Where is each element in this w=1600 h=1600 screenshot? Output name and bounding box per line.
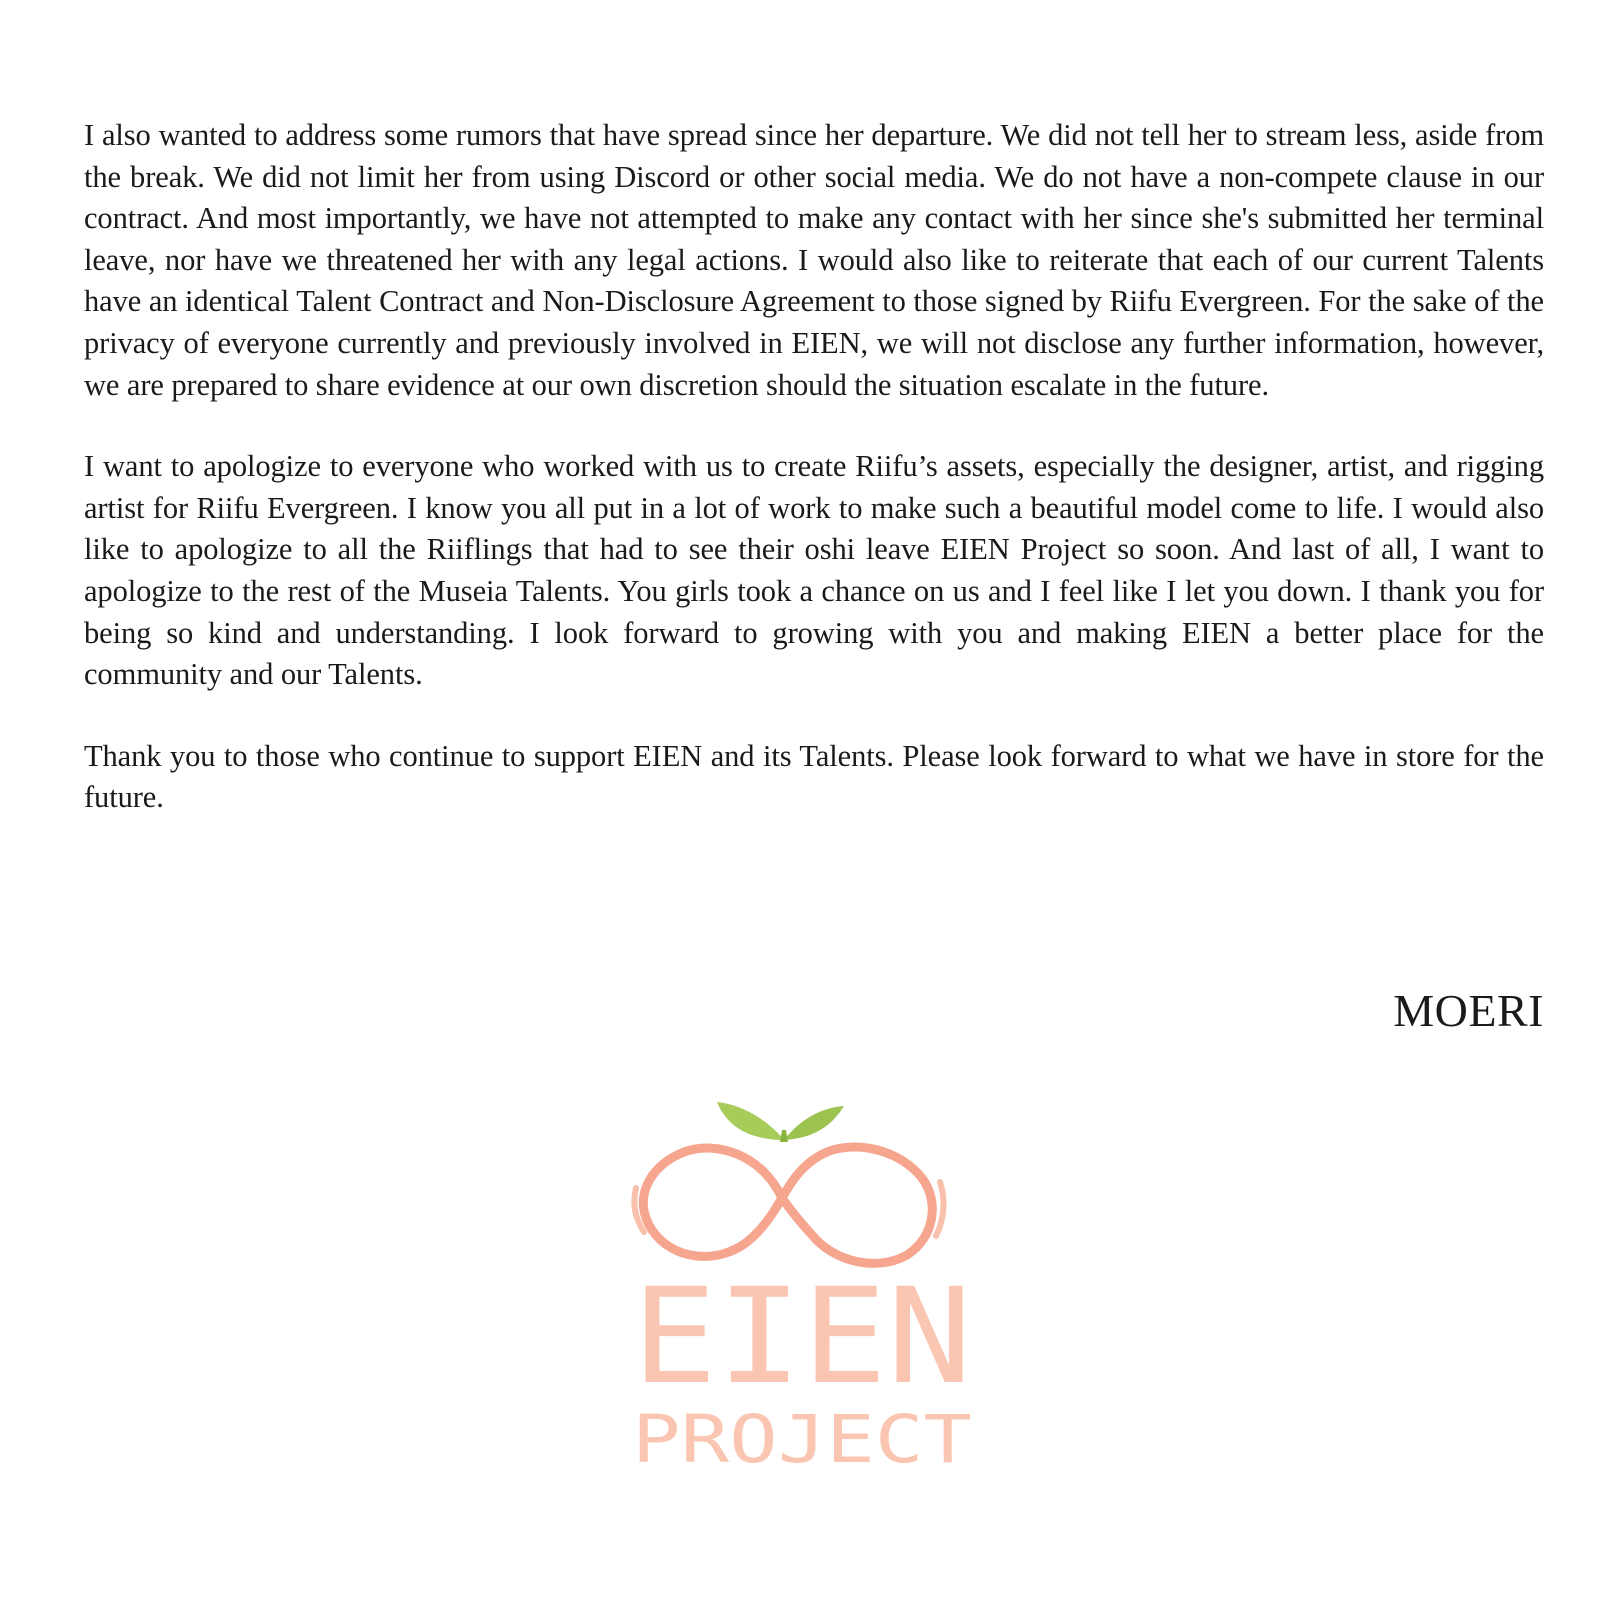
infinity-icon <box>634 1147 943 1263</box>
left-leaf-icon <box>717 1102 784 1140</box>
eien-project-logo-graphic <box>622 1070 982 1490</box>
right-leaf-icon <box>784 1106 844 1140</box>
eien-project-logo <box>622 1070 982 1490</box>
leaf-stem-icon <box>780 1130 788 1142</box>
letter-body <box>84 115 1544 859</box>
signature: MOERI <box>1393 985 1544 1036</box>
paragraph-apology: I want to apologize to everyone who worked with us to create Riifu’s assets, especially the designer, artist, and rigging artist for Riifu Evergreen. I know you all put in a lot of work to make such a beautiful model come to life. I would also like to apologize to all the Riiflings that had to see their oshi leave EIEN Project so soon. And last of all, I want to apologize to the rest of the Museia Talents. You girls took a chance on us and I feel like I let you down. I thank you for being so kind and understanding. I look forward to growing with you and making EIEN a better place for the community and our Talents. <box>84 449 1544 692</box>
paragraph-thanks: Thank you to those who continue to support EIEN and its Talents. Please look forward to what we have in store for the future. <box>84 738 1544 815</box>
logo-line2: PROJECT <box>632 1401 972 1478</box>
paragraph-rumors: I also wanted to address some rumors that have spread since her departure. We did not tell her to stream less, aside from the break. We did not limit her from using Discord or other social media. We do not have a non-compete clause in our contract. And most importantly, we have not attempted to make any contact with her since she's submitted her terminal leave, nor have we threatened her with any legal actions. I would also like to reiterate that each of our current Talents have an identical Talent Contract and Non-Disclosure Agreement to those signed by Riifu Evergreen. For the sake of the privacy of everyone currently and previously involved in EIEN, we will not disclose any further information, however, we are prepared to share evidence at our own discretion should the situation escalate in the future. <box>84 118 1544 402</box>
logo-line1: EIEN <box>632 1260 972 1414</box>
